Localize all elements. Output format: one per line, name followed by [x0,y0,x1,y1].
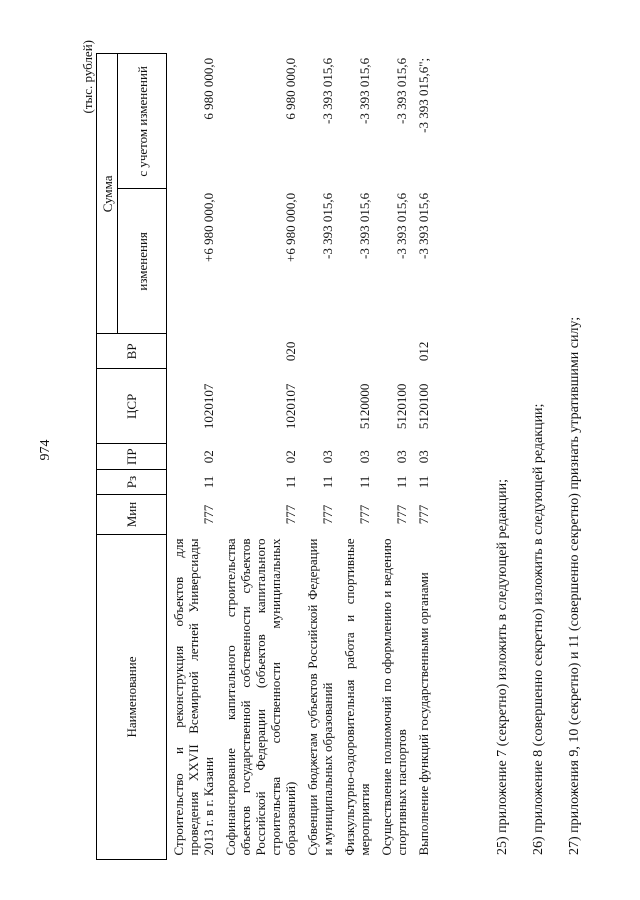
row-rz: 11 [357,475,372,489]
col-header-with-changes: с учетом изменений [118,54,167,189]
col-header-sum: Сумма [97,54,118,334]
table-row [167,54,220,860]
row-rz: 11 [320,475,335,489]
row-name: Физкультурно-оздоровительная работа и спортивные мероприятия [342,538,372,856]
page-number: 974 [38,439,53,461]
col-header-rz: Рз [97,470,167,495]
row-csr: 5120100 [416,383,431,430]
table-row [375,54,412,860]
row-changes: +6 980 000,0 [201,192,216,262]
table-row [219,54,301,860]
row-changes: -3 393 015,6 [416,192,431,259]
row-pr: 03 [394,450,409,464]
table-row [338,54,375,860]
col-header-vr: ВР [97,334,167,369]
row-total: 6 980 000,0 [283,57,298,120]
row-min: 777 [320,504,335,525]
amendment-notes [495,35,603,855]
row-name: Выполнение функций государственными органами [416,572,431,856]
col-header-csr: ЦСР [97,369,167,444]
note-item: 26) приложение 8 (совершенно секретно) изложить в следующей редакции; [531,403,546,855]
header-row-1 [97,54,118,860]
row-total: -3 393 015,6"; [416,57,431,133]
row-min: 777 [201,504,216,525]
table-row [301,54,338,860]
row-name: Софинансирование капитального строительства объектов государственной собственности субъектов Российской Федерации (объектов капитального строительства собственности муниципальных образований) [223,538,298,856]
col-header-changes: изменения [118,189,167,334]
row-total: -3 393 015,6 [320,57,335,124]
row-csr: 1020107 [283,383,298,430]
row-csr [301,369,338,444]
units-label: (тыс. рублей) [80,40,95,114]
row-changes: +6 980 000,0 [283,192,298,262]
row-vr [338,334,375,369]
row-rz: 11 [201,475,216,489]
table-row [412,54,434,860]
row-min: 777 [357,504,372,525]
col-header-pr: ПР [97,444,167,470]
row-total: 6 980 000,0 [201,57,216,120]
row-changes: -3 393 015,6 [320,192,335,259]
col-header-min: Мин [97,495,167,535]
row-vr [167,334,220,369]
row-total: -3 393 015,6 [394,57,409,124]
row-csr: 5120000 [357,383,372,430]
row-name: Субвенции бюджетам субъектов Российской Федерации и муниципальных образований [305,538,335,856]
row-rz: 11 [394,475,409,489]
row-pr: 02 [201,450,216,464]
note-item: 25) приложение 7 (секретно) изложить в следующей редакции; [495,478,510,855]
row-total: -3 393 015,6 [357,57,372,124]
row-rz: 11 [283,475,298,489]
row-vr: 020 [283,341,298,362]
row-csr: 5120100 [394,383,409,430]
row-vr: 012 [416,341,431,362]
row-min: 777 [283,504,298,525]
col-header-name: Наименование [97,535,167,860]
row-changes: -3 393 015,6 [357,192,372,259]
row-csr: 1020107 [201,383,216,430]
row-name: Строительство и реконструкция объектов для проведения XXVII Всемирной летней Универсиады 2013 г. в г. Казани [171,538,216,856]
row-min: 777 [416,504,431,525]
row-changes: -3 393 015,6 [394,192,409,259]
row-pr: 03 [357,450,372,464]
note-item: 27) приложения 9, 10 (секретно) и 11 (совершенно секретно) признать утратившими силу; [567,316,582,855]
row-vr [375,334,412,369]
row-pr: 02 [283,450,298,464]
row-name: Осуществление полномочий по оформлению и ведению спортивных паспортов [379,538,409,856]
row-min: 777 [394,504,409,525]
row-rz: 11 [416,475,431,489]
budget-table [96,53,434,860]
row-pr: 03 [416,450,431,464]
row-pr: 03 [320,450,335,464]
row-vr [301,334,338,369]
